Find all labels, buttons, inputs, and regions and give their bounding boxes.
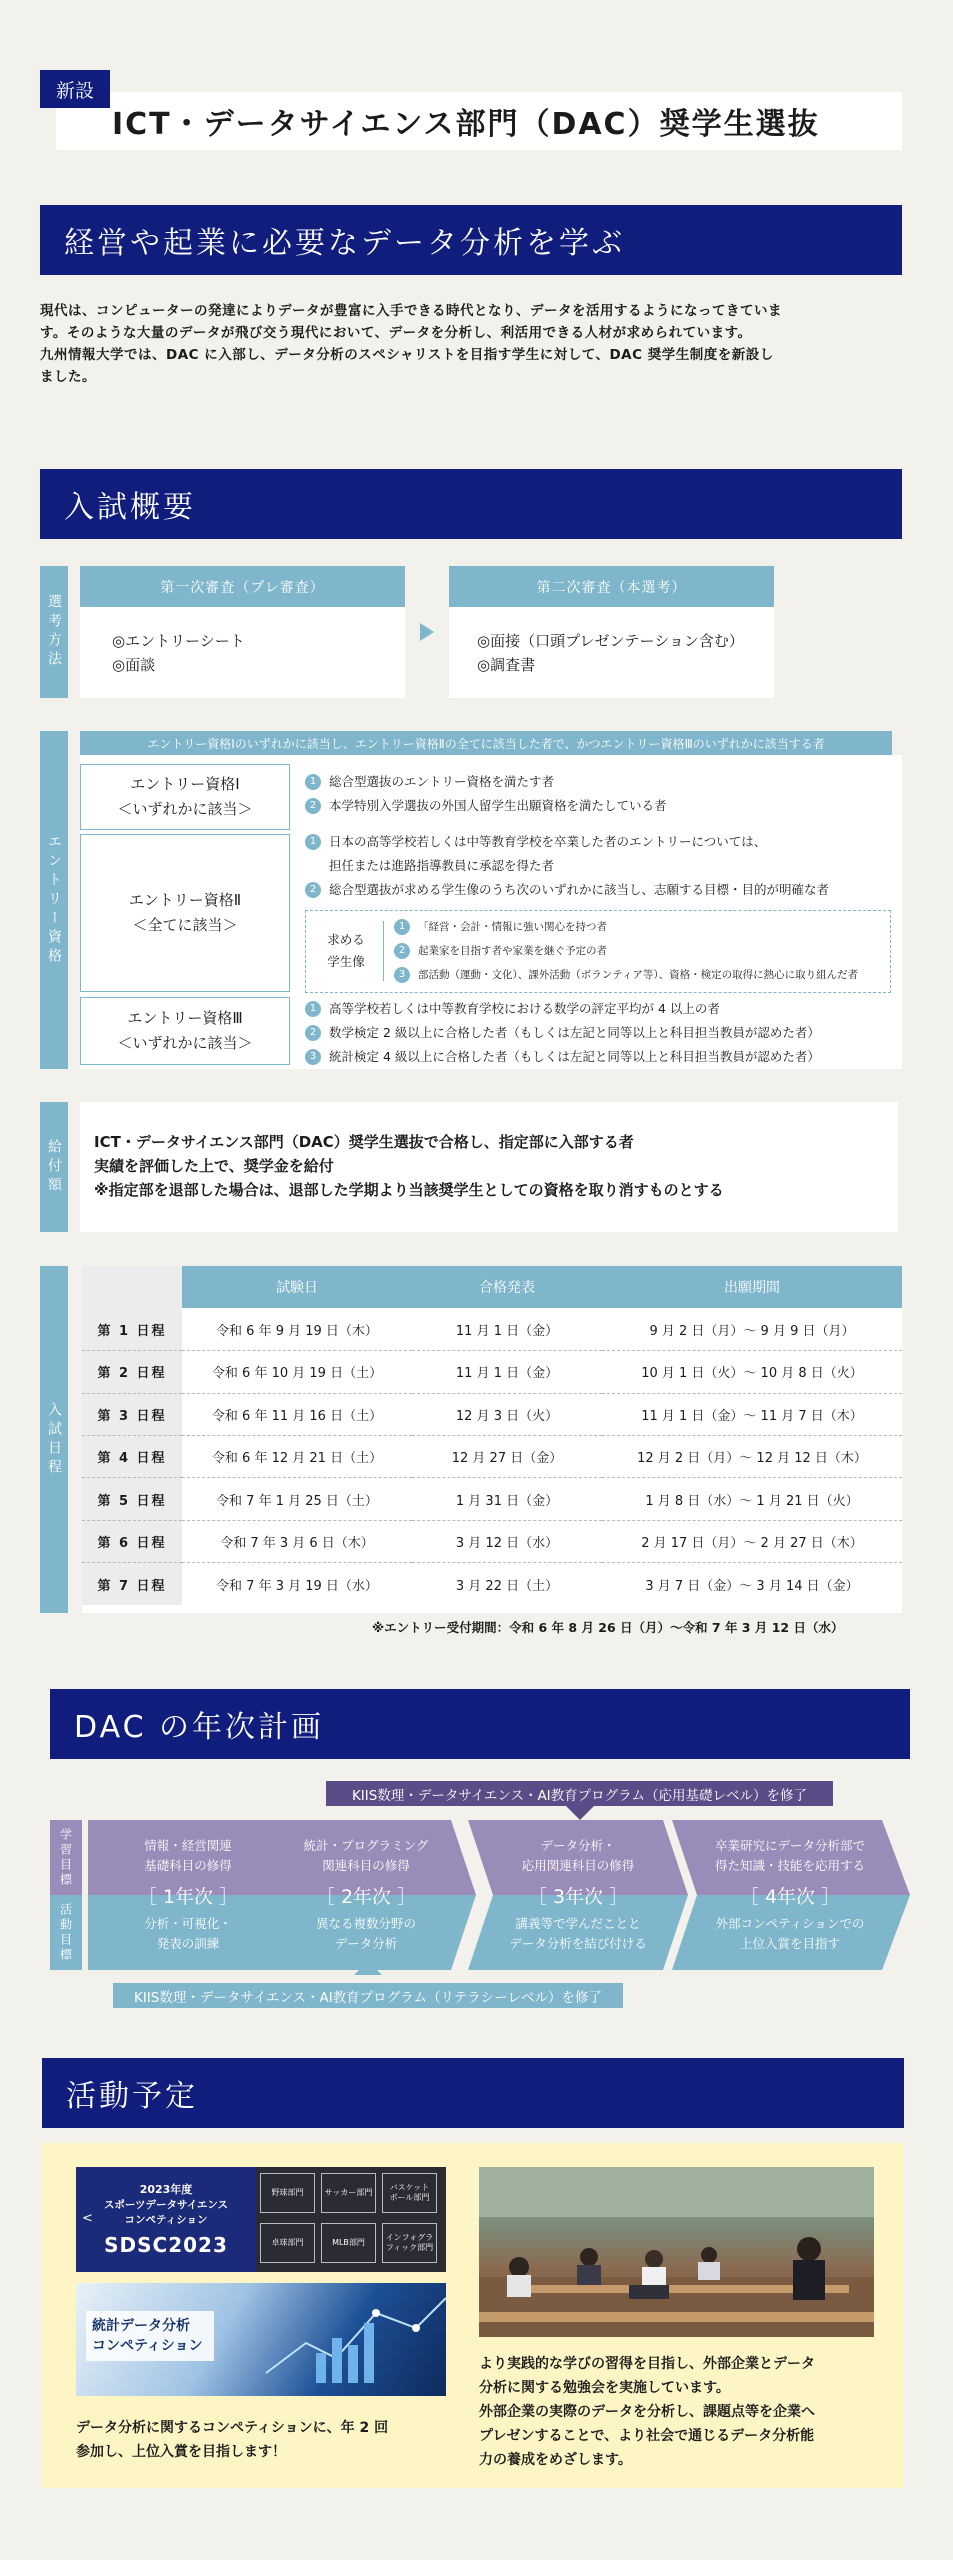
criterion: [305, 830, 829, 854]
sport-category: 卓球部門: [260, 2223, 315, 2263]
schedule-exam: 令和 7 年 1 月 25 日（土）: [182, 1478, 412, 1520]
number-icon: 1: [394, 919, 410, 935]
schedule-period: 11 月 1 日（金）～ 11 月 7 日（木）: [602, 1393, 902, 1435]
year-goal: [690, 1836, 890, 1876]
goal-line: 得た知識・技能を応用する: [714, 1858, 865, 1873]
year-activity: [266, 1914, 466, 1954]
year-label: ［ 2年次 ］: [315, 1886, 417, 1908]
grant-box: [80, 1102, 898, 1232]
criterion-text: 総合型選抜が求める学生像のうち次のいずれかに該当し、志願する目標・目的が明確な者: [329, 882, 830, 897]
sdsc-logo-block: [76, 2167, 256, 2272]
intro-line: ました。: [40, 369, 96, 385]
second-review-box: [449, 607, 774, 698]
schedule-header: 試験日: [182, 1266, 412, 1308]
activity-line: 異なる複数分野の: [315, 1916, 416, 1931]
student-label-line: 求める: [327, 932, 365, 947]
sdsc-line: スポーツデータサイエンス: [103, 2199, 229, 2211]
year-goal: [478, 1836, 678, 1876]
number-icon: 2: [305, 798, 321, 814]
schedule-header: 出願期間: [602, 1266, 902, 1308]
first-review-item: ◎エントリーシート: [112, 632, 245, 650]
entry-q2-list: [305, 830, 829, 902]
year-step: [672, 1820, 912, 1970]
entry-q3-title: エントリー資格Ⅲ: [127, 1009, 243, 1027]
year-activity: [690, 1914, 890, 1954]
goal-line: 統計・プログラミング: [303, 1838, 429, 1853]
student-trait: [394, 963, 858, 987]
applied-program-banner: KIIS数理・データサイエンス・AI教育プログラム（応用基礎レベル）を修了: [326, 1781, 833, 1806]
schedule-day: 第 5 日程: [82, 1478, 182, 1520]
first-review-box: [80, 607, 405, 698]
entry-label: エントリー資格: [40, 731, 68, 1069]
sport-category: 野球部門: [260, 2173, 315, 2213]
number-icon: 1: [305, 774, 321, 790]
student-divider: [383, 921, 384, 981]
entry-q2-sub: ＜全てに該当＞: [132, 916, 238, 934]
year-activity: [478, 1914, 678, 1954]
year-step: [468, 1820, 688, 1970]
criterion-text: 本学特別入学選抜の外国人留学生出願資格を満たしている者: [329, 798, 667, 813]
sdsc-year: 2023年度: [139, 2183, 193, 2196]
schedule-result: 12 月 27 日（金）: [412, 1436, 602, 1478]
entry-q2-title: エントリー資格Ⅱ: [128, 891, 242, 909]
sport-category: インフォグラ フィック部門: [382, 2223, 437, 2263]
sdsc-logo: SDSC2023: [104, 2233, 228, 2257]
sport-category: MLB部門: [321, 2223, 376, 2263]
schedule-label: 入試日程: [40, 1266, 68, 1613]
text-line: プレゼンすることで、より社会で通じるデータ分析能: [479, 2428, 815, 2444]
number-icon: 3: [394, 967, 410, 983]
study-session-text: [479, 2352, 815, 2472]
entry-summary: エントリー資格Ⅰのいずれかに該当し、エントリー資格Ⅱの全てに該当した者で、かつエントリー資格Ⅲのいずれかに該当する者: [80, 731, 892, 755]
goal-label: 学習目標: [50, 1820, 82, 1895]
schedule-day: 第 4 日程: [82, 1436, 182, 1478]
schedule-exam: 令和 7 年 3 月 19 日（水）: [216, 1578, 378, 1594]
schedule-result: 11 月 1 日（金）: [412, 1351, 602, 1393]
second-review-item: ◎面接（口頭プレゼンテーション含む）: [477, 632, 744, 650]
student-image-label: [316, 929, 376, 973]
activity-line: 講義等で学んだことと: [515, 1916, 641, 1931]
grant-line: 実績を評価した上で、奨学金を給付: [94, 1157, 334, 1175]
entry-q3-sub: ＜いずれかに該当＞: [117, 1034, 253, 1052]
first-review-title: 第一次審査（プレ審査）: [80, 566, 405, 607]
criterion-cont: [305, 854, 829, 878]
criterion-text: 総合型選抜のエントリー資格を満たす者: [329, 774, 555, 789]
goal-line: データ分析・: [540, 1838, 616, 1853]
intro-line: す。そのような大量のデータが飛び交う現代において、データを分析し、利活用できる人材が求められています。: [40, 325, 752, 341]
student-label-line: 学生像: [327, 954, 365, 969]
table-row: [82, 1478, 902, 1520]
new-badge: 新設: [40, 70, 110, 108]
schedule-result: 3 月 12 日（水）: [412, 1520, 602, 1562]
schedule-day: 第 1 日程: [82, 1308, 182, 1350]
criterion: [305, 1021, 820, 1045]
goal-line: 応用関連科目の修得: [521, 1858, 635, 1873]
number-icon: 2: [305, 1025, 321, 1041]
activity-line: 外部コンペティションでの: [715, 1916, 865, 1931]
activity-line: 上位入賞を目指す: [739, 1936, 840, 1951]
entry-q3-list: [305, 997, 820, 1069]
schedule-day: 第 2 日程: [82, 1351, 182, 1393]
criterion-text: 統計検定 4 級以上に合格した者（もしくは左記と同等以上と科目担当教員が認めた者）: [329, 1049, 820, 1064]
classroom-photo: [479, 2167, 874, 2337]
down-arrow-icon: [566, 1806, 594, 1820]
goal-line: 卒業研究にデータ分析部で: [714, 1838, 865, 1853]
entry-q1-title: エントリー資格Ⅰ: [130, 775, 240, 793]
goal-line: 情報・経営関連: [144, 1838, 232, 1853]
schedule-note: ※エントリー受付期間：令和 6 年 8 月 26 日（月）～令和 7 年 3 月 12 日（水）: [372, 1620, 844, 1635]
student-image-list: [394, 915, 858, 987]
grant-label: 給付額: [40, 1102, 68, 1232]
entry-q1-sub: ＜いずれかに該当＞: [117, 800, 253, 818]
criterion: [305, 770, 667, 794]
schedule-result: 12 月 3 日（火）: [412, 1393, 602, 1435]
activities-heading: 活動予定: [42, 2058, 904, 2128]
schedule-table-wrap: [82, 1266, 902, 1613]
year-label: ［ 4年次 ］: [739, 1886, 841, 1908]
criterion-text: 日本の高等学校若しくは中等教育学校を卒業した者のエントリーについては、: [329, 834, 767, 849]
criterion-text: 担任または進路指導教員に承認を得た者: [329, 858, 555, 873]
number-icon: 1: [305, 834, 321, 850]
schedule-exam: 令和 7 年 3 月 6 日（木）: [182, 1520, 412, 1562]
first-review-item: ◎面談: [112, 656, 156, 674]
classroom-illustration: [479, 2167, 874, 2337]
competition-text: [76, 2416, 388, 2464]
activity-line: 発表の訓練: [156, 1936, 220, 1951]
year-goal: [266, 1836, 466, 1876]
schedule-exam: 令和 6 年 12 月 21 日（土）: [182, 1436, 412, 1478]
entry-q1-list: [305, 770, 667, 818]
schedule-period: 12 月 2 日（月）～ 12 月 12 日（木）: [602, 1436, 902, 1478]
goal-line: 基礎科目の修得: [144, 1858, 232, 1873]
table-row: [82, 1563, 902, 1605]
schedule-exam: 令和 6 年 11 月 16 日（土）: [182, 1393, 412, 1435]
literacy-program-banner: KIIS数理・データサイエンス・AI教育プログラム（リテラシーレベル）を修了: [113, 1983, 623, 2008]
year-label: ［ 3年次 ］: [527, 1886, 629, 1908]
text-line: 分析に関する勉強会を実施しています。: [479, 2380, 730, 2396]
sport-category: サッカー部門: [321, 2173, 376, 2213]
number-icon: 2: [305, 882, 321, 898]
schedule-period: 9 月 2 日（月）～ 9 月 9 日（月）: [602, 1308, 902, 1350]
text-line: より実践的な学びの習得を目指し、外部企業とデータ: [479, 2356, 815, 2372]
student-trait-text: 「経営・会計・情報に強い関心を持つ者: [418, 921, 607, 933]
schedule-period: 3 月 7 日（金）～ 3 月 14 日（金）: [645, 1578, 859, 1594]
text-line: データ分析に関するコンペティションに、年 2 回: [76, 2420, 389, 2436]
stat-competition-label: 統計データ分析 コンペティション: [86, 2311, 214, 2361]
activity-line: データ分析: [334, 1936, 398, 1951]
table-row: [82, 1351, 902, 1393]
year-step: [256, 1820, 476, 1970]
schedule-exam: 令和 6 年 9 月 19 日（木）: [182, 1308, 412, 1350]
schedule-exam: 令和 6 年 10 月 19 日（土）: [182, 1351, 412, 1393]
second-review-title: 第二次審査（本選考）: [449, 566, 774, 607]
sport-category: バスケット ボール部門: [382, 2173, 437, 2213]
student-trait-text: 起業家を目指す者や家業を継ぐ予定の者: [418, 945, 607, 957]
activity-line: 分析・可視化・: [144, 1916, 232, 1931]
text-line: 外部企業の実際のデータを分析し、課題点等を企業へ: [479, 2404, 815, 2420]
grant-line: ※指定部を退部した場合は、退部した学期より当該奨学生としての資格を取り消すものとする: [94, 1181, 724, 1199]
goal-line: 関連科目の修得: [322, 1858, 410, 1873]
arrow-icon: [420, 623, 434, 641]
chevron-left-icon: <: [82, 2211, 93, 2226]
intro-heading: 経営や起業に必要なデータ分析を学ぶ: [40, 205, 902, 275]
up-arrow-icon: [354, 1961, 382, 1975]
schedule-period: 10 月 1 日（火）～ 10 月 8 日（火）: [602, 1351, 902, 1393]
sdsc-card: [76, 2167, 446, 2272]
schedule-day: 第 7 日程: [82, 1563, 182, 1605]
intro-line: 九州情報大学では、DAC に入部し、データ分析のスペシャリストを目指す学生に対して、DAC 奨学生制度を新設し: [40, 347, 774, 363]
page-title: ICT・データサイエンス部門（DAC）奨学生選抜: [112, 107, 820, 142]
schedule-corner: [82, 1266, 182, 1308]
intro-text: [40, 300, 910, 388]
entry-q2-box: [80, 834, 290, 992]
selection-label: 選考方法: [40, 566, 68, 698]
table-row: [82, 1436, 902, 1478]
year-label: ［ 1年次 ］: [137, 1886, 239, 1908]
text-line: 力の養成をめざします。: [479, 2452, 632, 2468]
second-review-item: ◎調査書: [477, 656, 536, 674]
schedule-period: 2 月 17 日（月）～ 2 月 27 日（木）: [602, 1520, 902, 1562]
activity-line: データ分析を結び付ける: [509, 1936, 647, 1951]
activity-label: 活動目標: [50, 1895, 82, 1970]
table-row: [82, 1308, 902, 1350]
overview-heading: 入試概要: [40, 469, 902, 539]
grant-line: ICT・データサイエンス部門（DAC）奨学生選抜で合格し、指定部に入部する者: [94, 1133, 634, 1151]
schedule-header: 合格発表: [412, 1266, 602, 1308]
entry-q3-box: [80, 997, 290, 1065]
number-icon: 1: [305, 1001, 321, 1017]
table-row: [82, 1393, 902, 1435]
text-line: 参加し、上位入賞を目指します！: [76, 2444, 286, 2460]
criterion-text: 高等学校若しくは中等教育学校における数学の評定平均が 4 以上の者: [329, 1001, 720, 1016]
number-icon: 3: [305, 1049, 321, 1065]
student-image-box: [305, 910, 891, 993]
criterion-text: 数学検定 2 級以上に合格した者（もしくは左記と同等以上と科目担当教員が認めた者）: [329, 1025, 820, 1040]
criterion: [305, 878, 829, 902]
criterion: [305, 794, 667, 818]
schedule-result: 3 月 22 日（土）: [455, 1578, 559, 1594]
intro-line: 現代は、コンピューターの発達によりデータが豊富に入手できる時代となり、データを活用するようになってきていま: [40, 303, 782, 319]
number-icon: 2: [394, 943, 410, 959]
schedule-result: 11 月 1 日（金）: [412, 1308, 602, 1350]
stat-competition-card: [76, 2283, 446, 2396]
table-row: [82, 1520, 902, 1562]
schedule-table: [82, 1266, 902, 1605]
schedule-result: 1 月 31 日（金）: [412, 1478, 602, 1520]
schedule-period: 1 月 8 日（水）～ 1 月 21 日（火）: [602, 1478, 902, 1520]
sdsc-line: コンペティション: [124, 2214, 208, 2226]
schedule-day: 第 6 日程: [82, 1520, 182, 1562]
entry-q1-box: [80, 764, 290, 830]
student-trait: [394, 915, 858, 939]
criterion: [305, 1045, 820, 1069]
plan-heading: DAC の年次計画: [50, 1689, 910, 1759]
student-trait-text: 部活動（運動・文化）、課外活動（ボランティア等）、資格・検定の取得に熱心に取り組んだ者: [418, 969, 859, 981]
criterion: [305, 997, 820, 1021]
schedule-day: 第 3 日程: [82, 1393, 182, 1435]
student-trait: [394, 939, 858, 963]
